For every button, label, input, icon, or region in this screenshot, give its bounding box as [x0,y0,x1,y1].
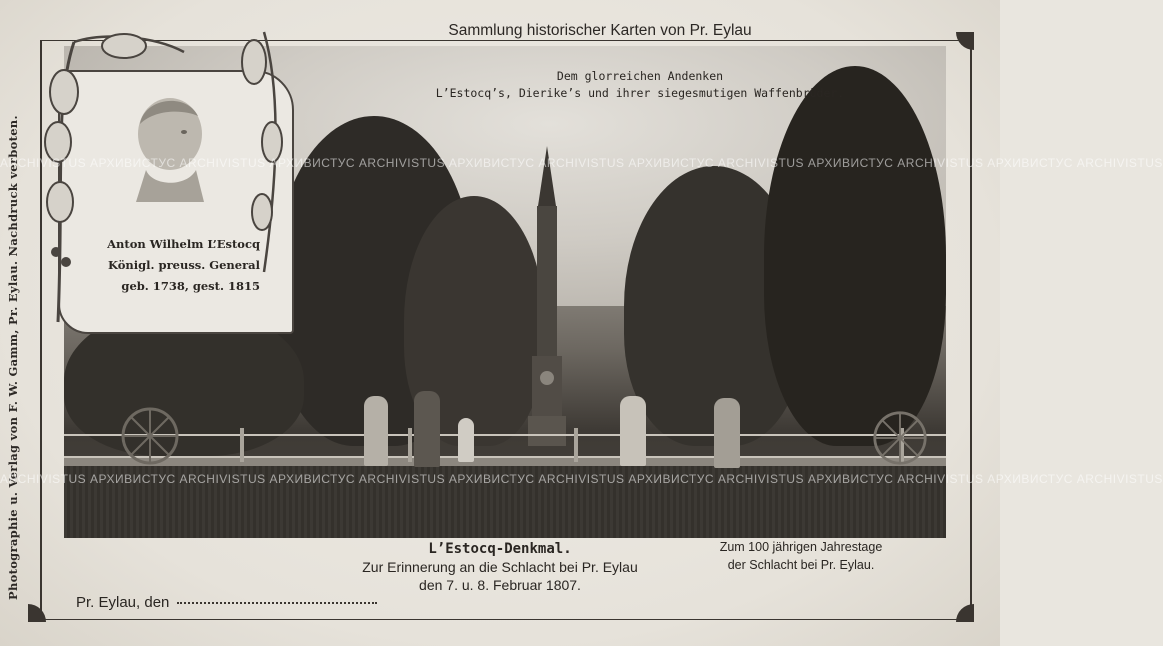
archive-watermark-top: ARCHIVISTUS АРХИВИСТУС ARCHIVISTUS АРХИВИСТУС ARCHIVISTUS АРХИВИСТУС ARCHIVISTUS АРХИВИСТУС ARCHIVISTUS АРХИВИСТУС ARCHIVISTUS АРХИВИСТУС ARCHIVISTUS [0,156,1163,170]
visitor-figure [414,391,440,467]
cannon-wheel-left [120,406,180,466]
dedication-text [360,68,920,102]
place-label: Pr. Eylau, den [76,594,170,611]
archive-watermark-bottom: ARCHIVISTUS АРХИВИСТУС ARCHIVISTUS АРХИВИСТУС ARCHIVISTUS АРХИВИСТУС ARCHIVISTUS АРХИВИСТУС ARCHIVISTUS АРХИВИСТУС ARCHIVISTUS АРХИВИСТУС ARCHIVISTUS [0,472,1163,486]
monument-caption-line-3: den 7. u. 8. Februar 1807. [419,577,581,593]
date-dotted-line [177,602,377,604]
dedication-line-1: Dem glorreichen Andenken [556,69,724,83]
anniversary-line-1: Zum 100 jährigen Jahrestage [719,540,883,554]
portrait-bust [126,90,212,202]
portrait-caption [82,234,260,297]
monument-title: L’Estocq-Denkmal. [428,541,572,557]
visitor-figure [714,398,740,468]
dedication-line-2: L’Estocq’s, Dierike’s und ihrer siegesmutigen Waffenbrüder. [435,86,845,100]
fence-rail-bottom [64,456,946,458]
publisher-imprint: Photographie u. Verlag von F. W. Gamm, Pr. Eylau. Nachdruck verboten. [6,115,20,600]
visitor-figure [620,396,646,466]
visitor-figure [364,396,388,466]
fence-post [408,428,412,462]
fence-rail-top [64,434,946,436]
monument-spire [522,146,572,446]
monument-caption-line-2: Zur Erinnerung an die Schlacht bei Pr. Eylau [362,559,638,575]
place-date-line [76,594,377,611]
collection-title: Sammlung historischer Karten von Pr. Eylau [448,22,752,39]
monument-caption [280,540,720,594]
fence-post [240,428,244,462]
tree-right-2 [764,66,946,446]
portrait-rank: Königl. preuss. General [108,258,260,272]
visitor-figure [458,418,474,462]
cannon-wheel-right [872,410,928,466]
fence-post [574,428,578,462]
anniversary-caption [686,538,916,574]
anniversary-line-2: der Schlacht bei Pr. Eylau. [727,558,875,572]
portrait-dates: geb. 1738, gest. 1815 [121,279,260,293]
portrait-name: Anton Wilhelm L’Estocq [107,237,260,251]
